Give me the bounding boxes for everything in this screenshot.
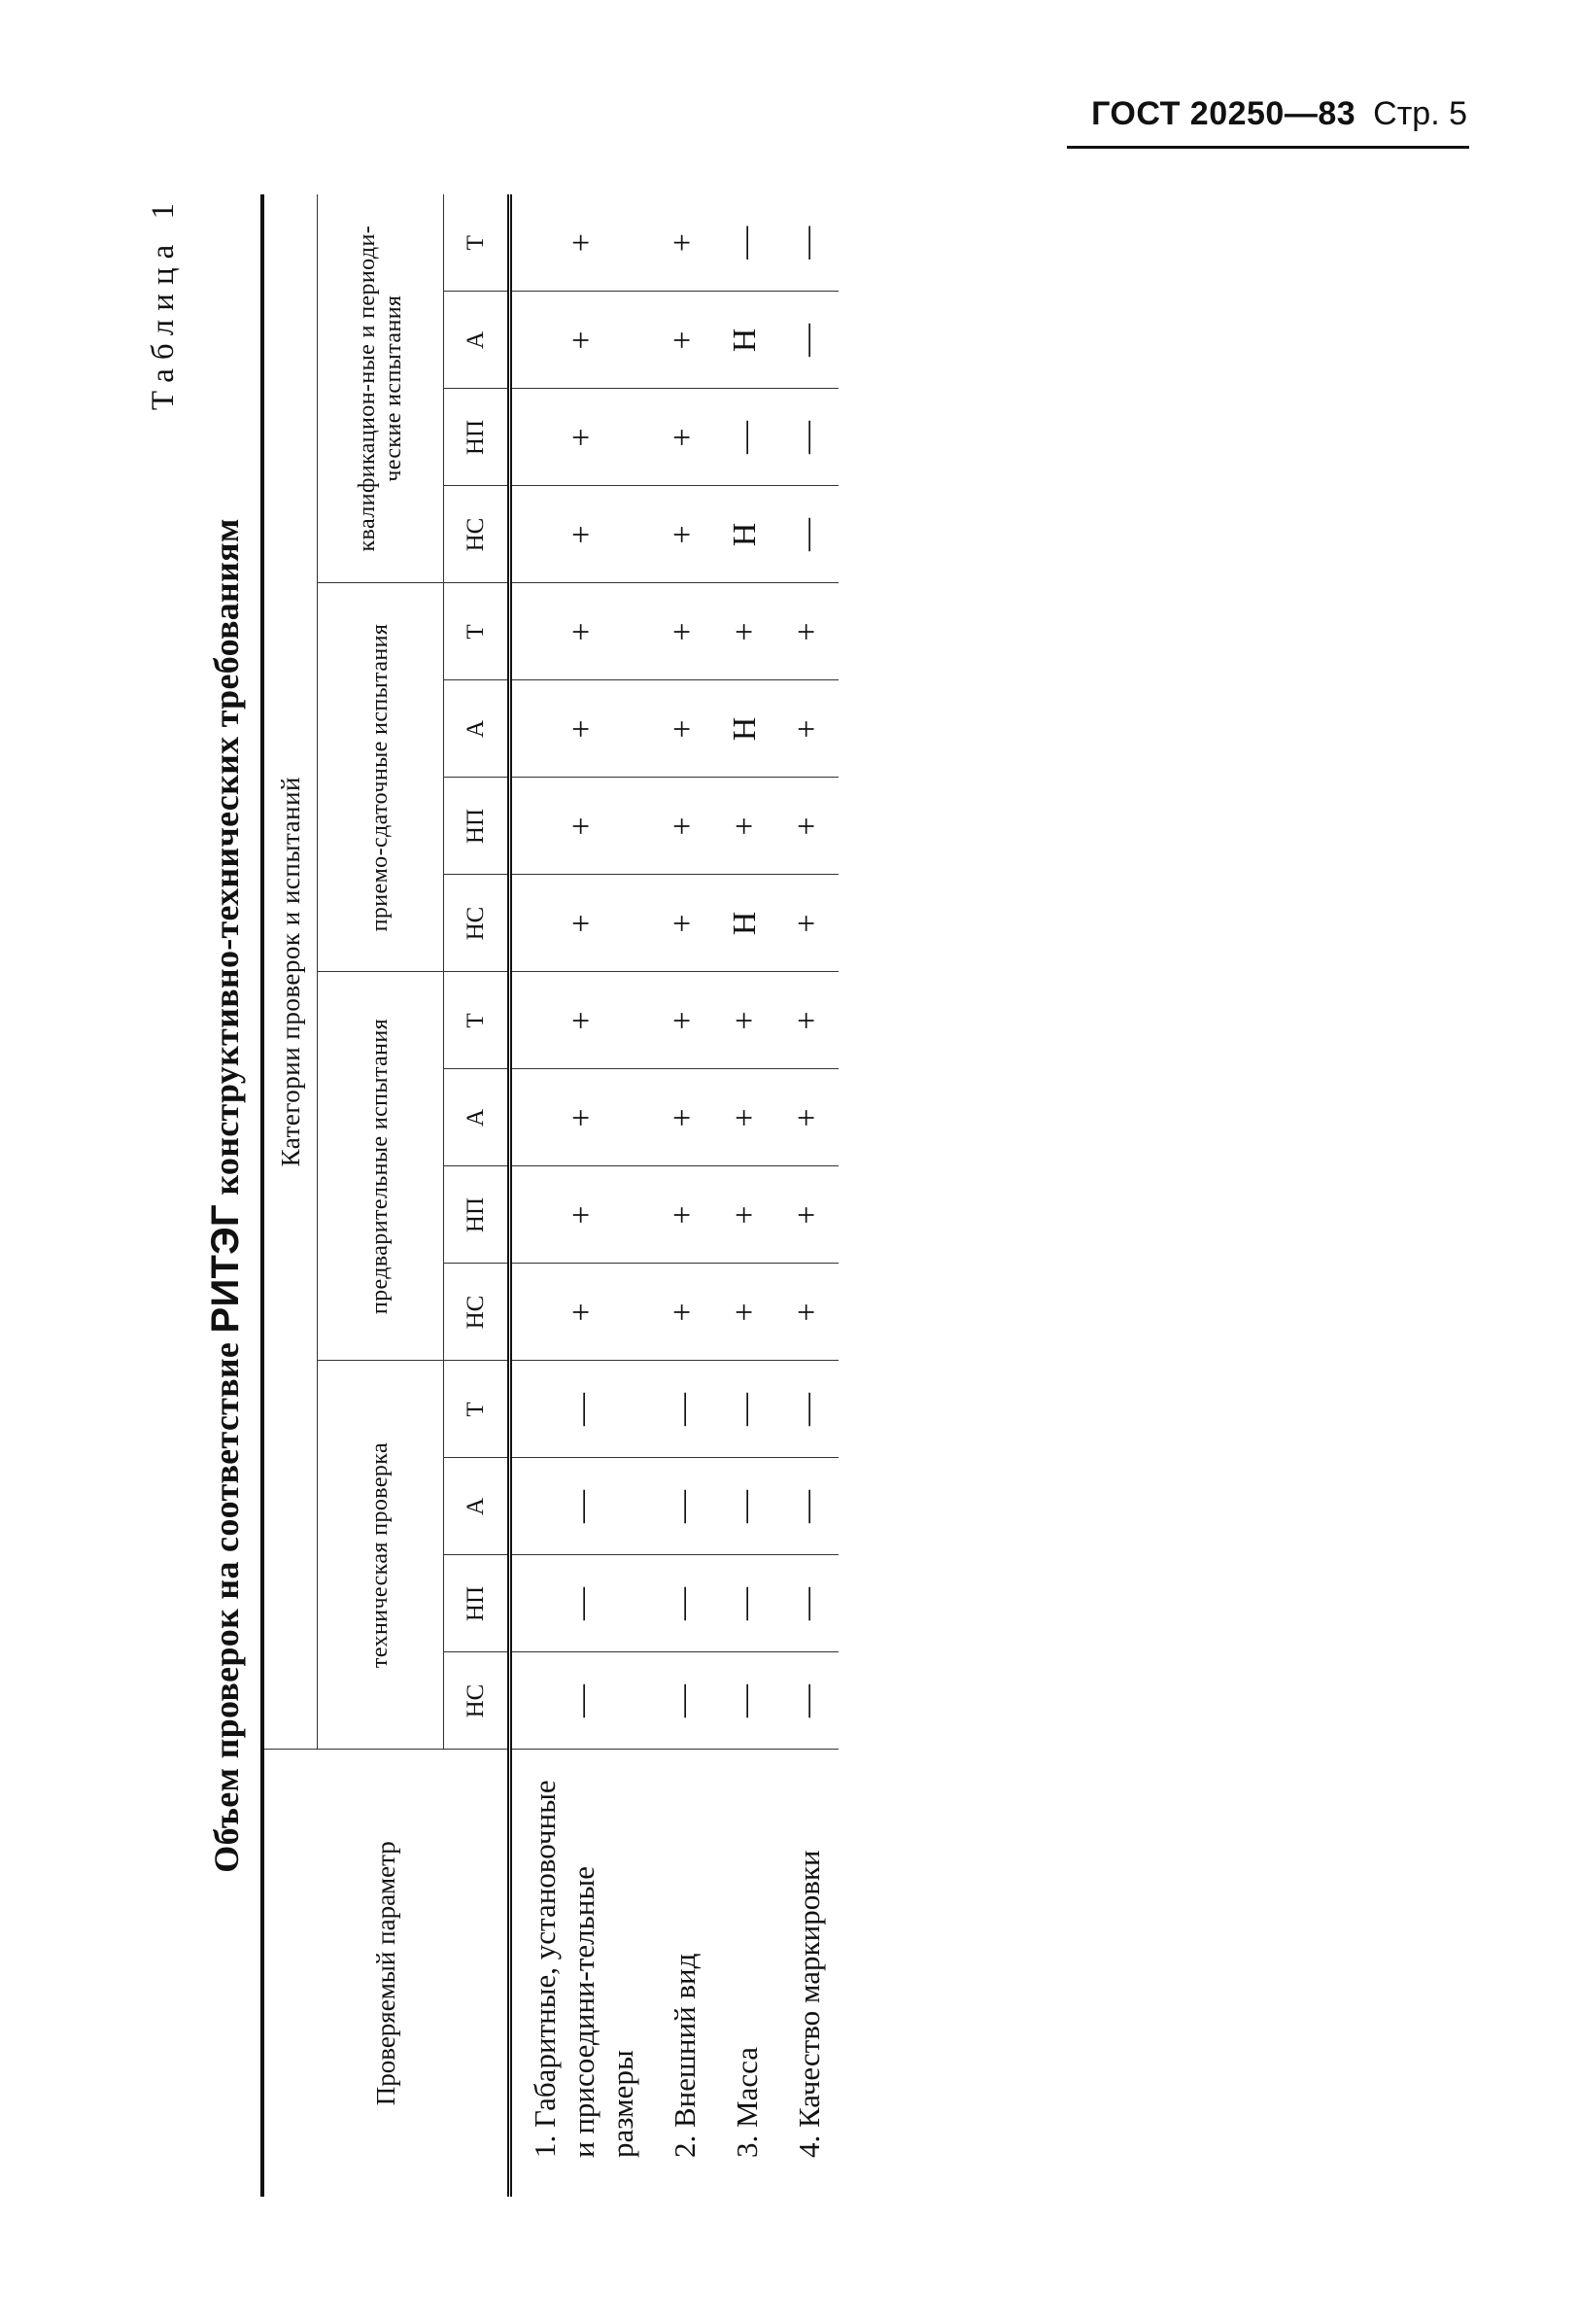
subheader-t: Т: [444, 583, 510, 680]
table-cell: +: [714, 583, 776, 680]
table-cell: +: [512, 778, 652, 875]
page-number: Стр. 5: [1373, 95, 1467, 132]
table-cell: +: [652, 583, 714, 680]
standard-number: ГОСТ 20250—83: [1091, 95, 1356, 132]
subheader-ns: НС: [444, 1264, 510, 1361]
rotated-table-block: [146, 194, 981, 2197]
table-cell: +: [652, 680, 714, 778]
table-cell: Н: [714, 875, 776, 972]
table-cell: +: [714, 1069, 776, 1166]
table-cell: —: [512, 1361, 652, 1458]
category-header: Категории проверок и испытаний: [262, 194, 318, 1750]
table-cell: —: [714, 1458, 776, 1555]
title-suffix: конструктивно-технических требованиям: [207, 518, 246, 1196]
table-cell: —: [512, 1652, 652, 1750]
table-row: [714, 194, 776, 2197]
table-cell: +: [652, 1069, 714, 1166]
title-product: РИТЭГ: [204, 1203, 247, 1334]
subheader-ns: НС: [444, 875, 510, 972]
table-cell: +: [776, 875, 839, 972]
group-technical-check: техническая проверка: [318, 1361, 444, 1750]
table-cell: —: [714, 389, 776, 486]
table-cell: +: [512, 875, 652, 972]
table-cell: —: [776, 1555, 839, 1652]
title-prefix: Объем проверок на соответствие: [207, 1341, 246, 1873]
subheader-np: НП: [444, 1166, 510, 1264]
subheader-t: Т: [462, 235, 489, 251]
table-cell: +: [652, 389, 714, 486]
table-cell: +: [564, 233, 600, 253]
param-column-header: Проверяемый параметр: [262, 1750, 510, 2197]
table-cell: +: [714, 778, 776, 875]
table-cell: +: [512, 1166, 652, 1264]
table-cell: +: [714, 1264, 776, 1361]
table-cell: —: [776, 486, 839, 583]
table-cell: +: [776, 1069, 839, 1166]
table-cell: —: [776, 1652, 839, 1750]
row-parameter: 1. Габаритные, установочные и присоедини-тельные размеры: [512, 1750, 652, 2197]
row-parameter: 4. Качество маркировки: [776, 1750, 839, 2197]
group-qualification-tests: квалификацион-ные и периоди-ческие испытания: [318, 194, 444, 583]
table-cell: +: [652, 972, 714, 1069]
table-cell: —: [652, 1652, 714, 1750]
table-cell: +: [652, 292, 714, 389]
subheader-ns: НС: [444, 486, 510, 583]
table-cell: +: [512, 1069, 652, 1166]
table-cell: +: [665, 233, 701, 253]
table-cell: —: [727, 225, 763, 260]
table-cell: —: [714, 1555, 776, 1652]
table-cell: +: [714, 1166, 776, 1264]
table-cell: +: [776, 972, 839, 1069]
table-cell: +: [776, 583, 839, 680]
table-cell: +: [512, 389, 652, 486]
subheader-a: А: [444, 292, 510, 389]
table-cell: —: [512, 1458, 652, 1555]
table-number: Таблица 1: [146, 194, 181, 411]
table-cell: +: [776, 680, 839, 778]
table-cell: +: [512, 583, 652, 680]
table-cell: —: [776, 1458, 839, 1555]
table-title: [204, 194, 248, 2197]
subheader-ns: НС: [444, 1652, 510, 1750]
checks-table: [260, 194, 839, 2197]
subheader-a: А: [444, 1458, 510, 1555]
table-cell: +: [512, 1264, 652, 1361]
table-cell: —: [776, 389, 839, 486]
table-cell: —: [789, 225, 825, 260]
table-cell: —: [652, 1361, 714, 1458]
table-cell: +: [512, 486, 652, 583]
table-cell: +: [776, 1264, 839, 1361]
table-cell: +: [512, 972, 652, 1069]
table-cell: +: [652, 1166, 714, 1264]
table-cell: +: [512, 292, 652, 389]
row-parameter: 2. Внешний вид: [652, 1750, 714, 2197]
table-cell: Н: [714, 486, 776, 583]
table-body: [512, 194, 839, 2197]
group-preliminary-tests: предварительные испытания: [318, 972, 444, 1361]
table-cell: Н: [714, 680, 776, 778]
table-cell: +: [776, 778, 839, 875]
table-cell: +: [652, 486, 714, 583]
table-cell: Н: [714, 292, 776, 389]
table-cell: —: [714, 1361, 776, 1458]
table-cell: +: [512, 680, 652, 778]
table-cell: +: [776, 1166, 839, 1264]
table-cell: —: [512, 1555, 652, 1652]
subheader-np: НП: [444, 389, 510, 486]
table-cell: —: [714, 1652, 776, 1750]
row-parameter: 3. Масса: [714, 1750, 776, 2197]
subheader-a: А: [444, 1069, 510, 1166]
table-cell: —: [652, 1555, 714, 1652]
header-row-1: [262, 194, 318, 2197]
table-row: [652, 194, 714, 2197]
table-cell: +: [652, 875, 714, 972]
table-cell: —: [652, 1458, 714, 1555]
table-cell: +: [652, 1264, 714, 1361]
table-cell: +: [652, 778, 714, 875]
table-row: [512, 194, 652, 2197]
subheader-t: Т: [444, 972, 510, 1069]
group-acceptance-tests: приемо-сдаточные испытания: [318, 583, 444, 972]
subheader-a: А: [444, 680, 510, 778]
table-row: [776, 194, 839, 2197]
header-rule: [1067, 146, 1469, 149]
page-header: [1069, 95, 1467, 133]
subheader-np: НП: [444, 1555, 510, 1652]
subheader-np: НП: [444, 778, 510, 875]
table-cell: —: [776, 292, 839, 389]
table-cell: —: [776, 1361, 839, 1458]
table-cell: +: [714, 972, 776, 1069]
subheader-t: Т: [444, 1361, 510, 1458]
